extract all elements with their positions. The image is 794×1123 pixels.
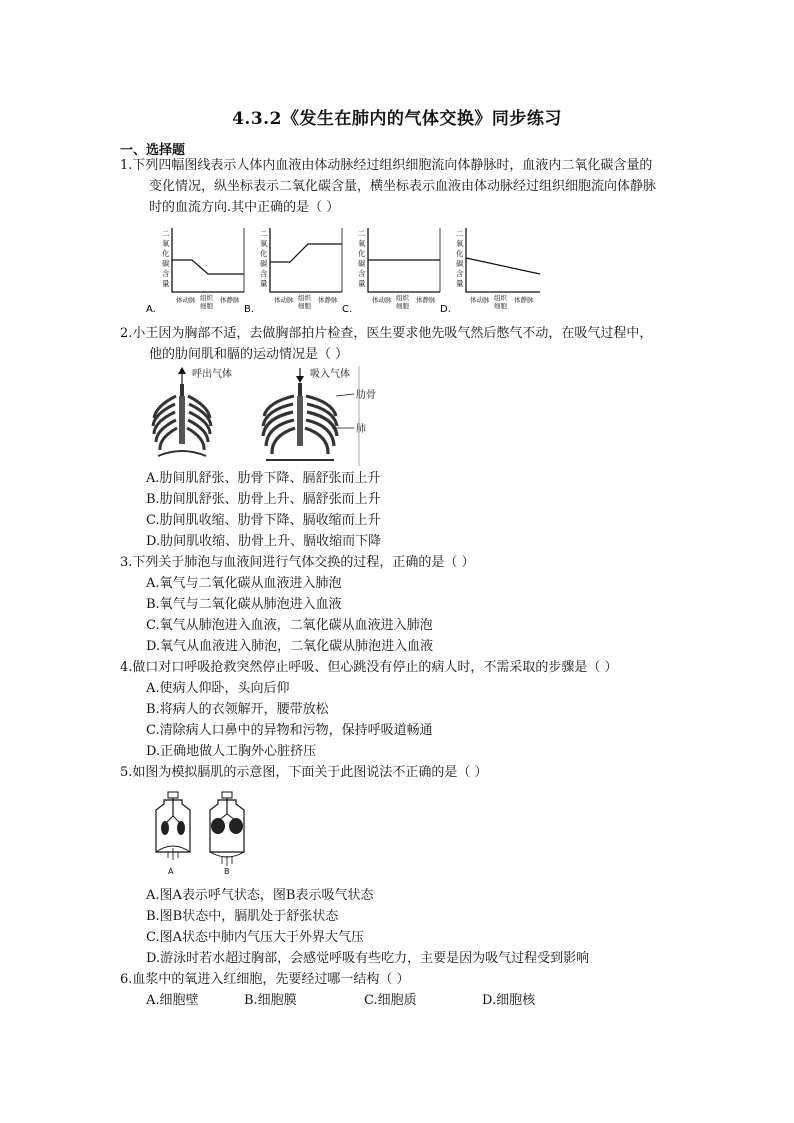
q1-c-xlabel-vein: 体静脉 [416, 296, 436, 304]
q1-b-ylabel-3: 化 [260, 249, 268, 258]
q1-graph-d [440, 228, 540, 315]
q5-a-lung-left [161, 821, 169, 835]
q1-d-xlabel-tissue2: 细胞 [494, 302, 507, 310]
q1-graph-a [146, 228, 244, 315]
q5-option-d: D.游泳时若水超过胸部，会感觉呼吸有些吃力，主要是因为吸气过程受到影响 [146, 951, 590, 966]
q2-label-rib: 肋骨 [356, 390, 376, 401]
q2-option-a: A.肋间肌舒张、肋骨下降、膈舒张而上升 [146, 471, 381, 486]
q1-d-xlabel-vein: 体静脉 [514, 296, 534, 304]
q2-ribcage-figure [146, 366, 376, 466]
q4-stem: 4.做口对口呼吸抢救突然停止呼吸、但心跳没有停止的病人时，不需采取的步骤是（ ） [120, 660, 618, 675]
q1-c-ylabel-3: 化 [358, 249, 366, 258]
q1-d-ylabel-4: 碳 [456, 259, 464, 268]
q1-option-a: A. [146, 304, 156, 315]
q6-option-a: A.细胞壁 [146, 993, 199, 1008]
q1-a-ylabel-5: 含 [162, 269, 170, 278]
q1-d-ylabel-1: 二 [456, 229, 464, 238]
q2-stem-line-2: 他的肋间肌和膈的运动情况是（ ） [149, 347, 349, 362]
q1-d-ylabel-5: 含 [456, 269, 464, 278]
q1-a-xlabel-tissue1: 组织 [200, 294, 213, 302]
q1-c-ylabel-4: 碳 [358, 259, 366, 268]
q1-b-xlabel-vein: 体静脉 [318, 296, 338, 304]
q1-a-ylabel-4: 碳 [162, 259, 170, 268]
q1-c-ylabel-6: 量 [358, 279, 366, 288]
q1-a-curve [172, 260, 244, 274]
q5-model-b [210, 792, 244, 876]
q5-label-b: B [224, 867, 230, 876]
q1-b-xlabel-tissue1: 组织 [298, 294, 311, 302]
q2-label-lung: 肺 [356, 424, 366, 435]
q1-d-curve [466, 258, 540, 274]
q2-option-c: C.肋间肌收缩、肋骨下降、膈收缩而上升 [146, 513, 381, 528]
q5-b-lung-left [211, 818, 225, 834]
q1-a-ylabel-2: 氧 [162, 239, 170, 248]
q1-b-curve [270, 244, 342, 262]
q3-option-d: D.氧气从血液进入肺泡，二氧化碳从肺泡进入血液 [146, 639, 434, 654]
q5-stem: 5.如图为模拟膈肌的示意图，下面关于此图说法不正确的是（ ） [120, 765, 488, 780]
q1-c-xlabel-tissue1: 组织 [396, 294, 409, 302]
q1-graph-c [342, 228, 440, 315]
q1-b-xlabel-tissue2: 细胞 [298, 302, 311, 310]
q2-label-exhale: 呼出气体 [192, 369, 232, 380]
q2-option-d: D.肋间肌收缩、肋骨上升、膈收缩而下降 [146, 534, 382, 549]
q3-option-c: C.氧气从肺泡进入血液，二氧化碳从血液进入肺泡 [146, 618, 433, 633]
q6-option-b: B.细胞膜 [244, 993, 297, 1008]
page-title: 4.3.2《发生在肺内的气体交换》同步练习 [232, 109, 562, 129]
q1-b-ylabel-5: 含 [260, 269, 268, 278]
q5-label-a: A [168, 867, 174, 876]
q1-a-xlabel-tissue2: 细胞 [200, 302, 213, 310]
q5-diaphragm-model-figure [150, 790, 250, 880]
q5-b-lung-right [229, 818, 243, 834]
q3-option-a: A.氧气与二氧化碳从血液进入肺泡 [146, 576, 342, 591]
q2-exhale-ribcage [153, 367, 232, 456]
q1-b-ylabel-6: 量 [260, 279, 268, 288]
q1-c-ylabel-2: 氧 [358, 239, 366, 248]
q1-b-ylabel-4: 碳 [260, 259, 268, 268]
q1-a-xlabel-artery: 体动脉 [176, 296, 196, 304]
q1-graph-b [244, 228, 342, 315]
q1-c-ylabel-1: 二 [358, 229, 366, 238]
q5-a-lung-right [177, 821, 185, 835]
q1-d-ylabel-2: 氧 [456, 239, 464, 248]
q3-stem: 3.下列关于肺泡与血液间进行气体交换的过程，正确的是（ ） [120, 555, 475, 570]
q1-b-ylabel-2: 氧 [260, 239, 268, 248]
q4-option-a: A.使病人仰卧，头向后仰 [146, 681, 290, 696]
q6-option-d: D.细胞核 [482, 993, 536, 1008]
q1-b-xlabel-artery: 体动脉 [274, 296, 294, 304]
q4-option-d: D.正确地做人工胸外心脏挤压 [146, 744, 317, 759]
q2-label-inhale: 吸入气体 [310, 369, 350, 380]
q1-c-ylabel-5: 含 [358, 269, 366, 278]
q4-option-c: C.清除病人口鼻中的异物和污物，保持呼吸道畅通 [146, 723, 433, 738]
q2-option-b: B.肋间肌舒张、肋骨上升、膈舒张而上升 [146, 492, 381, 507]
q5-option-b: B.图B状态中，膈肌处于舒张状态 [146, 909, 339, 924]
q3-option-b: B.氧气与二氧化碳从肺泡进入血液 [146, 597, 342, 612]
arrow-up-icon [178, 367, 186, 374]
q1-option-b: B. [244, 304, 255, 315]
q1-a-xlabel-vein: 体静脉 [220, 296, 240, 304]
q5-option-c: C.图A状态中肺内气压大于外界大气压 [146, 930, 365, 945]
q1-stem-line-3: 时的血流方向.其中正确的是（ ） [149, 200, 340, 215]
q1-d-ylabel-6: 量 [456, 279, 464, 288]
q1-a-ylabel-3: 化 [162, 249, 170, 258]
q2-stem-line-1: 2.小王因为胸部不适，去做胸部拍片检查，医生要求他先吸气然后憋气不动，在吸气过程中， [120, 326, 653, 341]
q1-option-d: D. [440, 304, 451, 315]
section-heading: 一、选择题 [120, 143, 186, 158]
q1-c-xlabel-tissue2: 细胞 [396, 302, 409, 310]
q1-option-c: C. [342, 304, 353, 315]
q1-a-ylabel-6: 量 [162, 279, 170, 288]
q1-stem-line-1: 1.下列四幅图线表示人体内血液由体动脉经过组织细胞流向体静脉时，血液内二氧化碳含量的 [120, 158, 653, 173]
q1-graphs-figure [146, 224, 556, 316]
q1-c-xlabel-artery: 体动脉 [372, 296, 392, 304]
q5-model-a [156, 792, 190, 876]
q1-a-ylabel-1: 二 [162, 229, 170, 238]
q4-option-b: B.将病人的衣领解开，腰带放松 [146, 702, 329, 717]
q1-d-xlabel-tissue1: 组织 [494, 294, 507, 302]
q6-stem: 6.血浆中的氧进入红细胞，先要经过哪一结构（ ） [120, 972, 410, 987]
q1-stem-line-2: 变化情况，纵坐标表示二氧化碳含量，横坐标表示血液由体动脉经过组织细胞流向体静脉 [149, 179, 657, 194]
q6-option-c: C.细胞质 [364, 993, 417, 1008]
q1-b-ylabel-1: 二 [260, 229, 268, 238]
q1-d-ylabel-3: 化 [456, 249, 464, 258]
arrow-down-icon [296, 376, 304, 383]
q1-d-xlabel-artery: 体动脉 [470, 296, 490, 304]
q5-option-a: A.图A表示呼气状态，图B表示吸气状态 [146, 888, 374, 903]
